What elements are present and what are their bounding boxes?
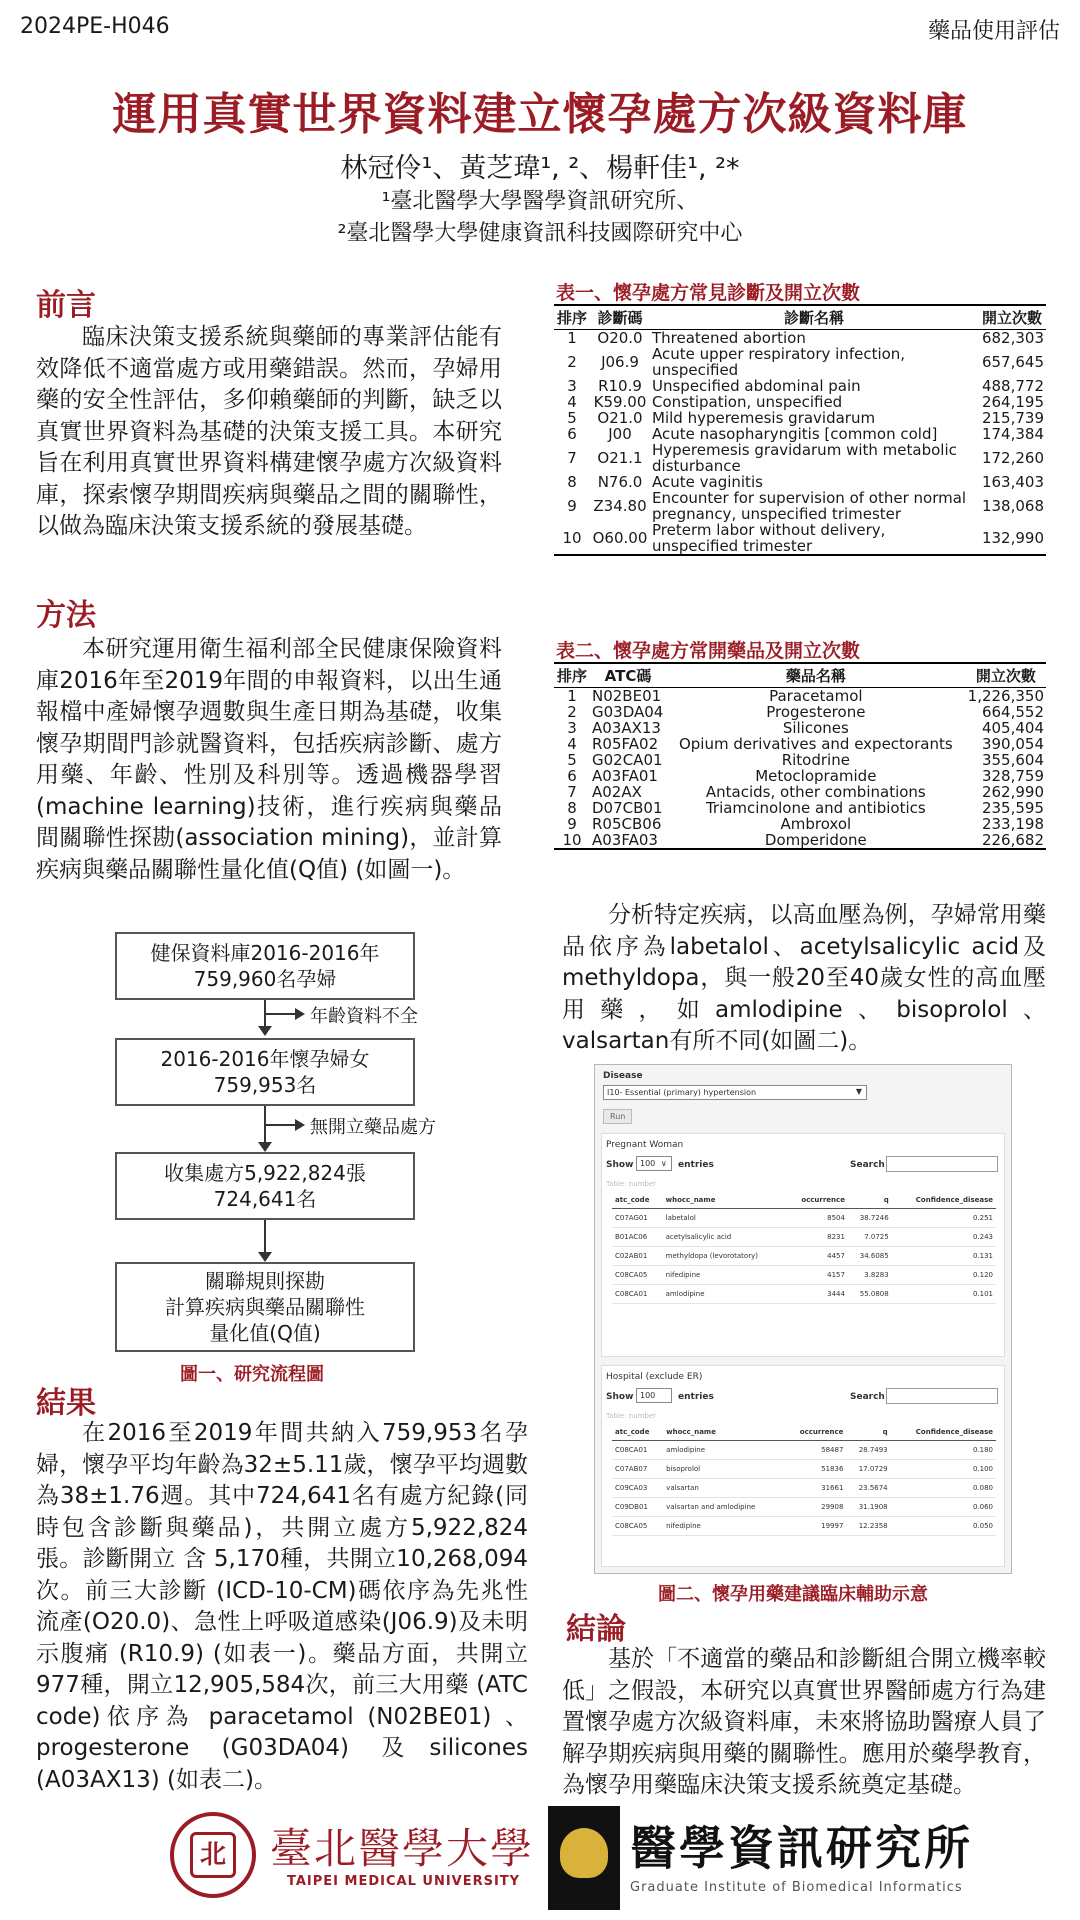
table-cell: A03FA03: [590, 832, 666, 849]
table-row: [554, 752, 1046, 768]
table-row: [612, 1460, 996, 1479]
table-cell: 4157: [786, 1266, 848, 1285]
table-cell: Ritodrine: [781, 751, 850, 769]
table-row: [554, 378, 1046, 394]
figure-2-caption: 圖二、懷孕用藥建議臨床輔助示意: [658, 1584, 928, 1605]
table-cell: Acute vaginitis: [652, 473, 763, 491]
table-row: [554, 490, 1046, 522]
table-row: [612, 1247, 996, 1266]
gibi-logo: [548, 1806, 620, 1910]
table-cell: A02AX: [592, 783, 642, 801]
show-label: Show: [606, 1392, 634, 1402]
table-row: [612, 1498, 996, 1517]
results-text: 在2016至2019年間共納入759,953名孕婦，懷孕平均年齡為32±5.11歲，懷孕平均週數為38±1.76週。其中724,641名有處方紀錄(同時包含診斷與藥品)，共開立處方5,922,824張。診斷開立 含 5,170種，共開立10,268,094次。前三大診斷 (ICD-10-CM)碼依序為先兆性流產(O20.0)、急性上呼吸道感染(J06.9)及未明示腹痛 (R10.9) (如表一)。藥品方面，共開立977種，開立12,905,584次，前三大用藥 (ATC code)依序為 paracetamol (N02BE01) 、progesterone (G03DA04) 及silicones (A03AX13) (如表二)。: [36, 1420, 528, 1793]
table-cell: labetalol: [663, 1209, 786, 1228]
flow-box-4-line3: 量化值(Q值): [209, 1321, 321, 1345]
search-label: Search: [850, 1392, 885, 1402]
disease-select-value: I10- Essential (primary) hypertension: [607, 1088, 757, 1097]
pregnant-woman-table: [612, 1192, 996, 1304]
table-cell: 0.243: [892, 1228, 996, 1247]
table-row: [554, 522, 1046, 555]
gibi-logo-emblem: [560, 1828, 608, 1878]
table-2-header: ATC碼: [590, 663, 666, 688]
affiliation-1: ¹臺北醫學大學醫學資訊研究所、: [381, 189, 699, 214]
entries-label: entries: [678, 1392, 714, 1402]
table-cell: 132,990: [978, 522, 1046, 555]
table-cell: A03FA01: [592, 767, 658, 785]
flow-box-2-line2: 759,953名: [213, 1073, 317, 1097]
conclusion-heading: 結論: [566, 1612, 626, 1647]
table-cell: D07CB01: [592, 799, 663, 817]
flow-arrowhead-1: [258, 1026, 272, 1036]
table-cell: 3: [567, 719, 577, 737]
col-header-confidence[interactable]: Confidence_disease: [891, 1424, 996, 1441]
col-header-whocc-name[interactable]: whocc_name: [663, 1424, 783, 1441]
flow-exclusion-2: 無開立藥品處方: [310, 1117, 436, 1138]
table-cell: J00: [608, 425, 632, 443]
table-cell: C08CA01: [612, 1441, 663, 1460]
table-cell: amlodipine: [663, 1285, 786, 1304]
table-cell: R05CB06: [592, 815, 662, 833]
tmu-name-chinese: 臺北醫學大學: [270, 1824, 535, 1873]
flow-arrowhead-2: [258, 1142, 272, 1152]
table-cell: G02CA01: [592, 751, 663, 769]
table-cell: Metoclopramide: [755, 767, 877, 785]
table-row: [554, 768, 1046, 784]
table-cell: 233,198: [981, 815, 1044, 833]
tmu-name-english: TAIPEI MEDICAL UNIVERSITY: [287, 1874, 521, 1889]
table-row: [612, 1209, 996, 1228]
table-cell: G03DA04: [592, 703, 664, 721]
table-cell: valsartan and amlodipine: [663, 1498, 783, 1517]
table-1-header: 排序: [554, 305, 590, 330]
table-row: [554, 832, 1046, 849]
table-cell: 0.050: [891, 1517, 996, 1536]
table-cell: 0.120: [892, 1266, 996, 1285]
affiliation-2: ²臺北醫學大學健康資訊科技國際研究中心: [337, 221, 743, 246]
table-row: [554, 330, 1046, 347]
table-cell: 4: [567, 393, 577, 411]
table-2: [554, 662, 1046, 850]
col-header-occurrence[interactable]: occurrence: [784, 1424, 847, 1441]
table-row: [554, 688, 1046, 705]
poster-category: 藥品使用評估: [927, 19, 1060, 44]
dropdown-arrow-icon: ▼: [855, 1087, 862, 1096]
table-row: [554, 394, 1046, 410]
table-cell: valsartan: [663, 1479, 783, 1498]
table-cell: 9: [567, 497, 577, 515]
flow-box-4-line2: 計算疾病與藥品關聯性: [165, 1295, 365, 1319]
table-cell: Constipation, unspecified: [652, 393, 843, 411]
table-cell: 31.1908: [846, 1498, 890, 1517]
poster-id: 2024PE-H046: [20, 14, 170, 39]
table-cell: 9: [567, 815, 577, 833]
flow-exclusion-arrowhead-1: [295, 1008, 305, 1020]
table-row: [554, 800, 1046, 816]
table-cell: 264,195: [981, 393, 1044, 411]
table-cell: 8231: [786, 1228, 848, 1247]
table-1: [554, 304, 1046, 556]
table-cell: 390,054: [981, 735, 1044, 753]
table-cell: Paracetamol: [769, 687, 863, 705]
table-cell: 664,552: [981, 703, 1044, 721]
table-row: [554, 704, 1046, 720]
methods-text: 本研究運用衛生福利部全民健康保險資料庫2016年至2019年間的申報資料，以出生通報檔中產婦懷孕週數與生產日期為基礎，收集懷孕期間門診就醫資料，包括疾病診斷、處方用藥、年齡、性別及科別等。透過機器學習(machine learning)技術，進行疾病與藥品間關聯性探勘(association mining)，並計算疾病與藥品關聯性量化值(Q值) (如圖一)。: [36, 636, 502, 883]
table-cell: 4: [567, 735, 577, 753]
gibi-name-english: Graduate Institute of Biomedical Informatics: [630, 1880, 963, 1895]
table-cell: 5: [567, 751, 577, 769]
table-cell: 6: [567, 767, 577, 785]
table-cell: 7: [567, 449, 577, 467]
table-cell: 5: [567, 409, 577, 427]
table-1-header: 診斷名稱: [650, 305, 978, 330]
table-cell: 23.5674: [846, 1479, 890, 1498]
table-cell: 0.080: [891, 1479, 996, 1498]
table-1-caption: 表一、懷孕處方常見診斷及開立次數: [556, 282, 861, 304]
table-cell: A03AX13: [592, 719, 661, 737]
show-label: Show: [606, 1160, 634, 1170]
table-row: [554, 720, 1046, 736]
flow-arrow-3: [264, 1220, 266, 1254]
table-cell: 4457: [786, 1247, 848, 1266]
flow-box-3-line2: 724,641名: [213, 1187, 317, 1211]
table-cell: 38.7246: [848, 1209, 892, 1228]
table-cell: B01AC06: [612, 1228, 663, 1247]
conclusion-text: 基於「不適當的藥品和診斷組合開立機率較低」之假設，本研究以真實世界醫師處方行為建置懷孕處方次級資料庫，未來將協助醫療人員了解孕期疾病與用藥的關聯性。應用於藥學教育，為懷孕用藥臨床決策支援系統奠定基礎。: [562, 1646, 1046, 1798]
run-button[interactable]: Run: [603, 1109, 632, 1124]
hospital-table: [612, 1424, 996, 1536]
hospital-panel: [601, 1365, 1005, 1567]
table-cell: 1,226,350: [967, 687, 1044, 705]
table-cell: 682,303: [981, 329, 1044, 347]
table-cell: J06.9: [601, 353, 639, 371]
table-cell: 8504: [786, 1209, 848, 1228]
search-input[interactable]: [886, 1156, 998, 1172]
table-cell: 262,990: [981, 783, 1044, 801]
table-cell: 328,759: [981, 767, 1044, 785]
table-cell: methyldopa (levorotatory): [663, 1247, 786, 1266]
table-row: [554, 784, 1046, 800]
table-cell: O20.0: [597, 329, 643, 347]
table-2-header: 開立次數: [966, 663, 1046, 688]
table-2-header: 藥品名稱: [666, 663, 966, 688]
flow-box-1: [115, 932, 415, 1000]
table-cell: Z34.80: [593, 497, 647, 515]
table-cell: Ambroxol: [780, 815, 852, 833]
disease-label: Disease: [603, 1071, 643, 1081]
table-cell: nifedipine: [663, 1517, 783, 1536]
flow-box-4-line1: 關聯規則探勘: [205, 1269, 325, 1293]
table-cell: 55.0808: [848, 1285, 892, 1304]
col-header-atc-code[interactable]: atc_code: [612, 1192, 663, 1209]
disease-select[interactable]: [603, 1085, 867, 1100]
table-cell: 172,260: [981, 449, 1044, 467]
table-cell: C07AB07: [612, 1460, 663, 1479]
table-row: [612, 1285, 996, 1304]
table-cell: 8: [567, 799, 577, 817]
table-cell: 215,739: [981, 409, 1044, 427]
table-row: [554, 736, 1046, 752]
table-cell: C08CA05: [612, 1517, 663, 1536]
table-cell: 7.0725: [848, 1228, 892, 1247]
flow-box-3-line1: 收集處方5,922,824張: [164, 1161, 366, 1185]
authors: 林冠伶¹、黃芝瑋¹, ²、楊軒佳¹, ²*: [340, 153, 740, 184]
results-heading: 結果: [36, 1386, 96, 1421]
table-cell: Triamcinolone and antibiotics: [705, 799, 926, 817]
chevron-down-icon: ∨: [660, 1159, 667, 1168]
col-header-q[interactable]: q: [846, 1424, 890, 1441]
table-row: [554, 816, 1046, 832]
flow-exclusion-1: 年齡資料不全: [310, 1006, 418, 1027]
table-cell: Progesterone: [766, 703, 866, 721]
col-header-whocc-name[interactable]: whocc_name: [663, 1192, 786, 1209]
intro-heading: 前言: [36, 288, 96, 323]
table-row: [612, 1441, 996, 1460]
table-cell: 235,595: [981, 799, 1044, 817]
table-cell: Preterm labor without delivery, unspecified trimester: [650, 522, 978, 555]
table-2-caption: 表二、懷孕處方常開藥品及開立次數: [556, 640, 861, 662]
table-cell: 31661: [784, 1479, 847, 1498]
table-cell: 2: [567, 703, 577, 721]
table-cell: C08CA01: [612, 1285, 663, 1304]
table-cell: 138,068: [981, 497, 1044, 515]
show-entries-value: 100: [640, 1391, 656, 1400]
col-header-confidence[interactable]: Confidence_disease: [892, 1192, 996, 1209]
show-entries-select[interactable]: [636, 1156, 672, 1171]
table-label: Table: number: [606, 1180, 657, 1188]
table-row: [554, 442, 1046, 474]
flow-box-3: [115, 1152, 415, 1220]
gibi-name-chinese: 醫學資訊研究所: [630, 1821, 973, 1875]
table-cell: Encounter for supervision of other normal pregnancy, unspecified trimester: [652, 489, 967, 523]
figure-2-screenshot: [594, 1064, 1012, 1574]
table-row: [612, 1479, 996, 1498]
table-cell: Mild hyperemesis gravidarum: [652, 409, 876, 427]
table-cell: 10: [554, 832, 590, 849]
table-cell: Silicones: [782, 719, 849, 737]
col-header-q[interactable]: q: [848, 1192, 892, 1209]
table-cell: 174,384: [981, 425, 1044, 443]
table-cell: C07AG01: [612, 1209, 663, 1228]
table-cell: 405,404: [981, 719, 1044, 737]
table-cell: C02AB01: [612, 1247, 663, 1266]
table-cell: Domperidone: [666, 832, 966, 849]
entries-label: entries: [678, 1160, 714, 1170]
table-cell: K59.00: [593, 393, 647, 411]
table-cell: 0.100: [891, 1460, 996, 1479]
table-cell: 28.7493: [846, 1441, 890, 1460]
table-cell: Acute nasopharyngitis [common cold]: [652, 425, 938, 443]
table-cell: 0.101: [892, 1285, 996, 1304]
table-cell: 3444: [786, 1285, 848, 1304]
table-cell: Opium derivatives and expectorants: [678, 735, 953, 753]
table-cell: R05FA02: [592, 735, 659, 753]
table-2-header: 排序: [554, 663, 590, 688]
flow-box-1-line2: 759,960名孕婦: [193, 967, 337, 991]
table-cell: 355,604: [981, 751, 1044, 769]
col-header-atc-code[interactable]: atc_code: [612, 1424, 663, 1441]
table-cell: Threatened abortion: [652, 329, 806, 347]
table-cell: C08CA05: [612, 1266, 663, 1285]
table-cell: 1: [567, 687, 577, 705]
table-cell: 19997: [784, 1517, 847, 1536]
table-row: [554, 346, 1046, 378]
show-entries-value: 100: [640, 1159, 656, 1168]
table-cell: C09CA03: [612, 1479, 663, 1498]
table-cell: bisoprolol: [663, 1460, 783, 1479]
flow-box-2: [115, 1038, 415, 1106]
table-cell: 58487: [784, 1441, 847, 1460]
table-cell: 657,645: [981, 353, 1044, 371]
flow-box-4: [115, 1262, 415, 1352]
table-cell: 226,682: [966, 832, 1046, 849]
table-cell: 1: [567, 329, 577, 347]
table-cell: amlodipine: [663, 1441, 783, 1460]
table-cell: Hyperemesis gravidarum with metabolic disturbance: [652, 441, 957, 475]
table-cell: 0.251: [892, 1209, 996, 1228]
table-cell: 0.180: [891, 1441, 996, 1460]
table-cell: Unspecified abdominal pain: [652, 377, 861, 395]
table-row: [612, 1517, 996, 1536]
flow-exclusion-arrow-2: [265, 1124, 297, 1126]
table-cell: R10.9: [598, 377, 642, 395]
table-cell: 7: [567, 783, 577, 801]
table-cell: O60.00: [590, 522, 650, 555]
table-cell: acetylsalicylic acid: [663, 1228, 786, 1247]
table-cell: 34.6085: [848, 1247, 892, 1266]
flow-arrowhead-3: [258, 1252, 272, 1262]
table-1-header: 開立次數: [978, 305, 1046, 330]
table-cell: N76.0: [597, 473, 643, 491]
table-cell: O21.0: [597, 409, 643, 427]
tmu-seal-logo: [170, 1812, 256, 1898]
search-label: Search: [850, 1160, 885, 1170]
table-cell: 3: [567, 377, 577, 395]
table-row: [554, 410, 1046, 426]
table-cell: 0.131: [892, 1247, 996, 1266]
table-row: [612, 1228, 996, 1247]
table-cell: O21.1: [597, 449, 643, 467]
table-row: [554, 426, 1046, 442]
table-cell: 17.0729: [846, 1460, 890, 1479]
intro-text: 臨床決策支援系統與藥師的專業評估能有效降低不適當處方或用藥錯誤。然而，孕婦用藥的安全性評估，多仰賴藥師的判斷，缺乏以真實世界資料為基礎的決策支援工具。本研究旨在利用真實世界資料構建懷孕處方次級資料庫，探索懷孕期間疾病與藥品之間的關聯性，以做為臨床決策支援系統的發展基礎。: [36, 324, 502, 539]
table-label: Table: number: [606, 1412, 657, 1420]
table-cell: 163,403: [981, 473, 1044, 491]
search-input[interactable]: [886, 1388, 998, 1404]
analysis-text: 分析特定疾病，以高血壓為例，孕婦常用藥品依序為labetalol、acetylsalicylic acid及methyldopa，與一般20至40歲女性的高血壓用藥，如amlodipine、bisoprolol、valsartan有所不同(如圖二)。: [562, 902, 1046, 1054]
show-entries-select[interactable]: [636, 1388, 672, 1403]
flow-box-2-line1: 2016-2016年懷孕婦女: [160, 1047, 370, 1071]
hospital-title: Hospital (exclude ER): [606, 1372, 703, 1382]
table-row: [554, 474, 1046, 490]
table-cell: nifedipine: [663, 1266, 786, 1285]
col-header-occurrence[interactable]: occurrence: [786, 1192, 848, 1209]
flow-box-1-line1: 健保資料庫2016-2016年: [150, 941, 380, 965]
flow-exclusion-arrow-1: [265, 1013, 297, 1015]
tmu-seal-emblem: 北: [190, 1832, 236, 1878]
table-cell: 0.060: [891, 1498, 996, 1517]
methods-heading: 方法: [36, 598, 96, 633]
figure-1-caption: 圖一、研究流程圖: [180, 1364, 324, 1385]
table-cell: C09DB01: [612, 1498, 663, 1517]
table-cell: 10: [554, 522, 590, 555]
poster-title: 運用真實世界資料建立懷孕處方次級資料庫: [112, 89, 968, 140]
pregnant-woman-title: Pregnant Woman: [606, 1140, 684, 1150]
table-cell: 6: [567, 425, 577, 443]
table-cell: 3.8283: [848, 1266, 892, 1285]
table-cell: N02BE01: [592, 687, 662, 705]
table-row: [612, 1266, 996, 1285]
table-cell: Antacids, other combinations: [705, 783, 926, 801]
table-cell: 2: [567, 353, 577, 371]
table-1-header: 診斷碼: [590, 305, 650, 330]
table-cell: 51836: [784, 1460, 847, 1479]
table-cell: 488,772: [981, 377, 1044, 395]
table-cell: 8: [567, 473, 577, 491]
table-cell: Acute upper respiratory infection, unspecified: [652, 345, 906, 379]
table-cell: 29908: [784, 1498, 847, 1517]
flow-exclusion-arrowhead-2: [295, 1119, 305, 1131]
pregnant-woman-panel: [601, 1133, 1005, 1357]
table-cell: 12.2358: [846, 1517, 890, 1536]
